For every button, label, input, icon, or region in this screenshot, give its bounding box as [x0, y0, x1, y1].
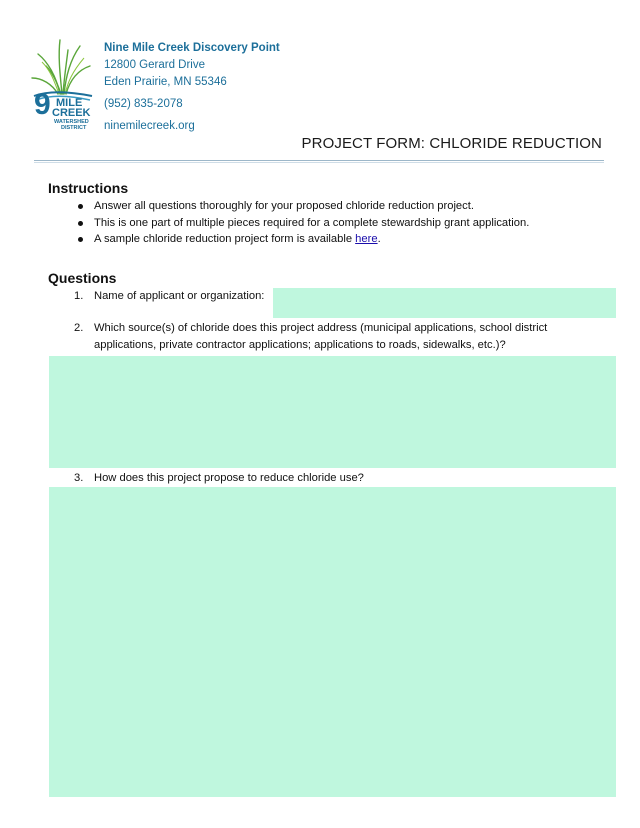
header-divider — [34, 160, 604, 161]
logo-mile: MILE — [56, 97, 83, 109]
list-item: Answer all questions thoroughly for your proposed chloride reduction project. — [48, 198, 529, 215]
sample-form-link[interactable]: here — [355, 233, 378, 245]
logo-watershed: WATERSHED — [54, 119, 89, 125]
applicant-name-field[interactable] — [273, 288, 616, 318]
reduction-approach-field[interactable] — [49, 487, 616, 797]
question-number: 1. — [74, 290, 84, 302]
sample-text: A sample chloride reduction project form is available — [94, 233, 356, 245]
website: ninemilecreek.org — [104, 120, 195, 132]
question-number: 2. — [74, 322, 84, 334]
questions-heading: Questions — [48, 270, 117, 286]
question-number: 3. — [74, 472, 84, 484]
question-text-line-2: applications, private contractor applications; applications to roads, sidewalks, etc.)? — [94, 338, 506, 351]
phone-number: (952) 835-2078 — [104, 98, 183, 110]
logo-creek: CREEK — [52, 107, 91, 119]
question-text: How does this project propose to reduce chloride use? — [94, 472, 364, 484]
question-text-line-1: Which source(s) of chloride does this project address (municipal applications, school district — [94, 322, 548, 334]
list-item: This is one part of multiple pieces required for a complete stewardship grant application. — [48, 215, 529, 232]
form-title: PROJECT FORM: CHLORIDE REDUCTION — [301, 135, 602, 152]
logo-district: DISTRICT — [61, 125, 87, 131]
instructions-heading: Instructions — [48, 180, 129, 196]
watershed-district-logo — [30, 36, 98, 132]
sample-period: . — [377, 233, 381, 245]
organization-contact — [104, 40, 280, 135]
chloride-sources-field[interactable] — [49, 356, 616, 468]
header-divider-shadow — [34, 162, 604, 163]
organization-name: Nine Mile Creek Discovery Point — [104, 42, 280, 54]
list-item — [48, 231, 529, 248]
question-text: Name of applicant or organization: — [94, 290, 265, 302]
logo-number: 9 — [34, 88, 51, 121]
address-line-1: 12800 Gerard Drive — [104, 59, 205, 71]
instructions-list — [48, 198, 529, 248]
address-line-2: Eden Prairie, MN 55346 — [104, 76, 227, 88]
